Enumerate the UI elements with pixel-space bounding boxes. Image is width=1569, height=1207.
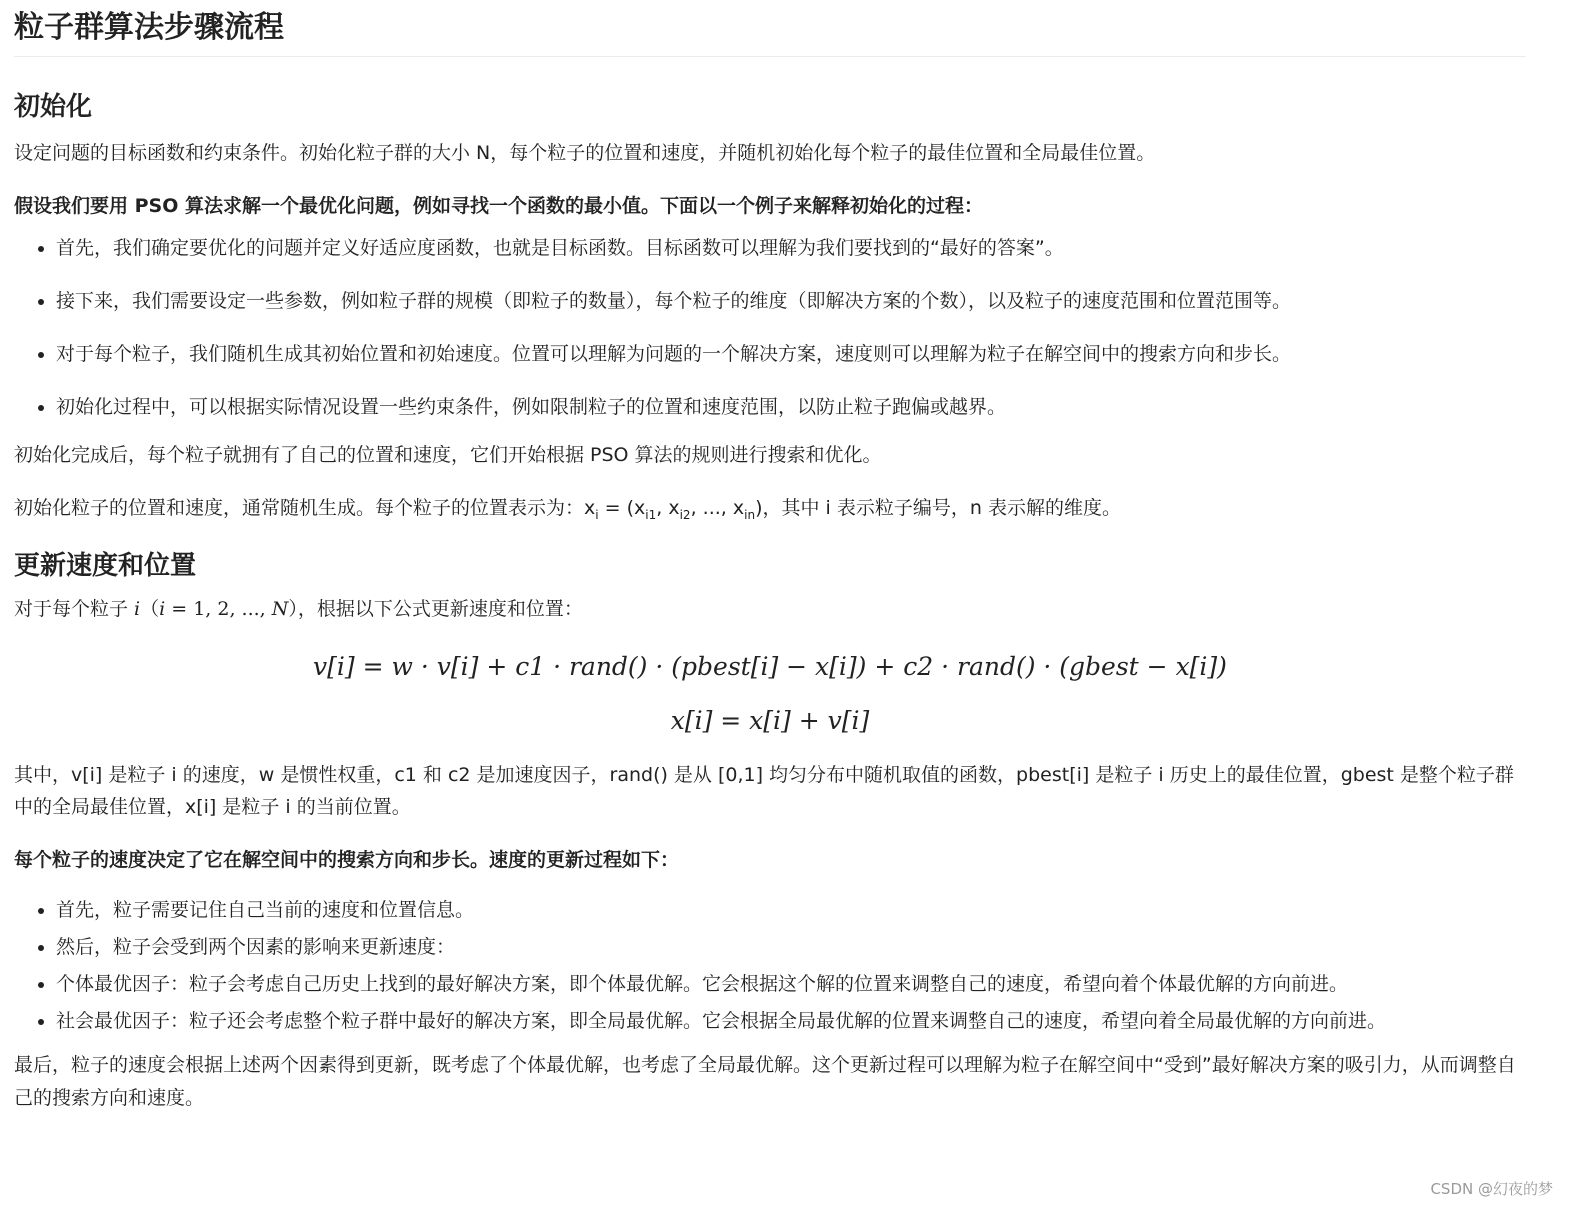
- lead-paren-close: ）: [288, 598, 298, 620]
- lead-range-var: i: [159, 598, 166, 620]
- init-intro: 设定问题的目标函数和约束条件。初始化粒子群的大小 N，每个粒子的位置和速度，并随机初始化每个粒子的最佳位置和全局最佳位置。: [14, 142, 1156, 164]
- list-item: • 然后，粒子会受到两个因素的影响来更新速度：: [56, 931, 1526, 963]
- velocity-lead: 每个粒子的速度决定了它在解空间中的搜索方向和步长。速度的更新过程如下：: [14, 849, 680, 871]
- position-sub-in: in: [744, 507, 756, 522]
- lead-var: i: [134, 598, 141, 620]
- init-bullet-list: [14, 232, 1526, 423]
- position-sep-3: ,: [720, 497, 733, 519]
- position-sub-i2: i2: [679, 507, 691, 522]
- position-x: x: [584, 497, 596, 519]
- position-sub-i: i: [595, 507, 599, 522]
- section-heading-update: 更新速度和位置: [14, 551, 197, 581]
- position-suffix: ，其中 i 表示粒子编号，n 表示解的维度。: [762, 497, 1121, 519]
- position-prefix: 初始化粒子的位置和速度，通常随机生成。每个粒子的位置表示为：: [14, 497, 585, 519]
- init-position-sentence: [14, 492, 1526, 524]
- position-x1: x: [634, 497, 646, 519]
- position-sep-2: ,: [690, 497, 703, 519]
- formula-position: x[i] = x[i] + v[i]: [670, 706, 870, 735]
- lead-prefix: 对于每个粒子: [14, 598, 135, 620]
- position-close: ): [755, 497, 763, 519]
- list-item: • 社会最优因子：粒子还会考虑整个粒子群中最好的解决方案，即全局最优解。它会根据全局最优解的位置来调整自己的速度，希望向着全局最优解的方向前进。: [56, 1005, 1526, 1037]
- list-item: • 初始化过程中，可以根据实际情况设置一些约束条件，例如限制粒子的位置和速度范围，以防止粒子跑偏或越界。: [56, 391, 1526, 423]
- update-final: 最后，粒子的速度会根据上述两个因素得到更新，既考虑了个体最优解，也考虑了全局最优解。这个更新过程可以理解为粒子在解空间中“受到”最好解决方案的吸引力，从而调整自己的搜索方向和速度。: [14, 1054, 1516, 1109]
- list-item: • 对于每个粒子，我们随机生成其初始位置和初始速度。位置可以理解为问题的一个解决方案，速度则可以理解为粒子在解空间中的搜索方向和步长。: [56, 338, 1526, 370]
- position-sep-1: ,: [656, 497, 669, 519]
- init-after: 初始化完成后，每个粒子就拥有了自己的位置和速度，它们开始根据 PSO 算法的规则进行搜索和优化。: [14, 444, 882, 466]
- article: [14, 0, 1526, 1115]
- update-lead: [14, 593, 1526, 625]
- position-x2: x: [668, 497, 680, 519]
- list-item: • 接下来，我们需要设定一些参数，例如粒子群的规模（即粒子的数量），每个粒子的维度（即解决方案的个数），以及粒子的速度范围和位置范围等。: [56, 285, 1526, 317]
- lead-range-n: N: [271, 598, 289, 620]
- watermark: CSDN @幻夜的梦: [1430, 1180, 1553, 1198]
- list-item: • 首先，我们确定要优化的问题并定义好适应度函数，也就是目标函数。目标函数可以理解为我们要找到的“最好的答案”。: [56, 232, 1526, 264]
- position-dots: ...: [702, 497, 721, 519]
- position-sub-i1: i1: [645, 507, 657, 522]
- lead-range-eq: = 1, 2, ...,: [165, 598, 272, 620]
- list-item: • 首先，粒子需要记住自己当前的速度和位置信息。: [56, 894, 1526, 926]
- lead-suffix: ，根据以下公式更新速度和位置：: [297, 598, 583, 620]
- position-eq: = (: [598, 497, 635, 519]
- list-item: • 个体最优因子：粒子会考虑自己历史上找到的最好解决方案，即个体最优解。它会根据这个解的位置来调整自己的速度，希望向着个体最优解的方向前进。: [56, 968, 1526, 1000]
- formula-velocity: v[i] = w · v[i] + c1 · rand() · (pbest[i] − x[i]) + c2 · rand() · (gbest − x[i]): [313, 652, 1227, 681]
- init-example-lead: 假设我们要用 PSO 算法求解一个最优化问题，例如寻找一个函数的最小值。下面以一个例子来解释初始化的过程：: [14, 195, 983, 217]
- position-xn: x: [732, 497, 745, 519]
- lead-paren-open: （: [140, 598, 160, 620]
- velocity-bullet-list: [14, 894, 1526, 1037]
- page-title: 粒子群算法步骤流程: [14, 0, 1526, 57]
- section-heading-init: 初始化: [14, 92, 93, 122]
- update-explain: 其中，v[i] 是粒子 i 的速度，w 是惯性权重，c1 和 c2 是加速度因子，rand() 是从 [0,1] 均匀分布中随机取值的函数，pbest[i] 是粒子 i 历史上的最佳位置，gbest 是整个粒子群中的全局最佳位置，x[i] 是粒子 i 的当前位置。: [14, 764, 1514, 818]
